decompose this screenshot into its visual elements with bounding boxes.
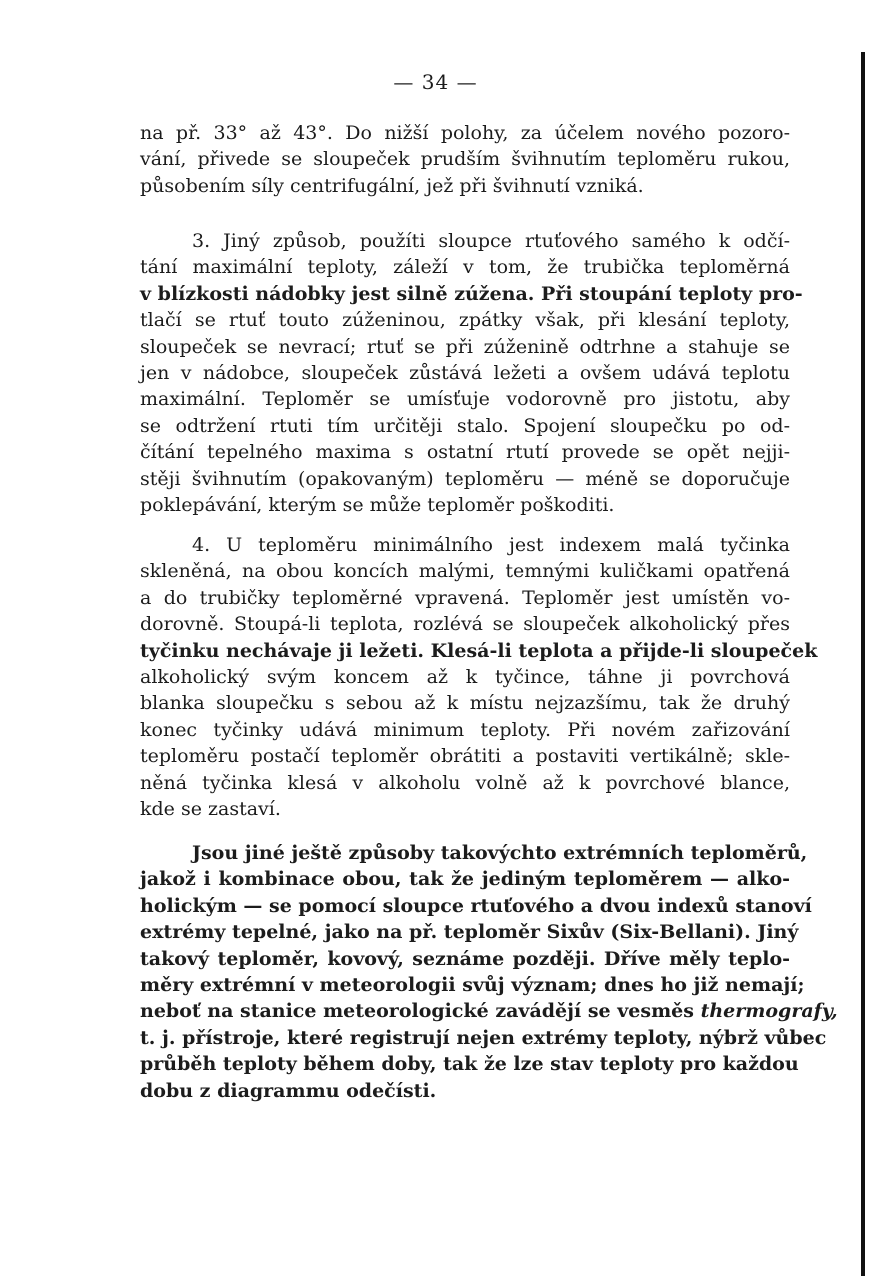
text-line: blanka sloupečku s sebou až k místu nejzazšímu, tak že druhý bbox=[140, 692, 790, 715]
page-number: — 34 — bbox=[393, 70, 478, 94]
text-line: takový teploměr, kovový, seznáme později. Dříve měly teplo- bbox=[140, 947, 790, 970]
emphasis-term: thermografy, bbox=[700, 1000, 838, 1023]
text-line: čítání tepelného maxima s ostatní rtutí provede se opět nejji- bbox=[140, 441, 790, 464]
text-line: maximální. Teploměr se umísťuje vodorovně pro jistotu, aby bbox=[140, 388, 790, 411]
text-line: teploměru postačí teploměr obrátiti a postaviti vertikálně; skle- bbox=[140, 745, 790, 768]
text-line: se odtržení rtuti tím určitěji stalo. Spojení sloupečku po od- bbox=[140, 414, 790, 437]
text-line: jakož i kombinace obou, tak že jediným teploměrem — alko- bbox=[140, 868, 790, 891]
text-line: kde se zastaví. bbox=[140, 797, 281, 820]
text-line: 4. U teploměru minimálního jest indexem malá tyčinka bbox=[192, 534, 790, 556]
text-line: skleněná, na obou koncích malými, temnými kuličkami opatřená bbox=[140, 560, 790, 583]
text-line: vání, přivede se sloupeček prudším švihnutím teploměru rukou, bbox=[140, 148, 790, 171]
text-line: na př. 33° až 43°. Do nižší polohy, za účelem nového pozoro- bbox=[140, 122, 790, 144]
text-line: něná tyčinka klesá v alkoholu volně až k povrchové blance, bbox=[140, 771, 790, 794]
text-line: stěji švihnutím (opakovaným) teploměru — méně se doporučuje bbox=[140, 467, 790, 490]
text-line: t. j. přístroje, které registrují nejen extrémy teploty, nýbrž vůbec bbox=[140, 1026, 827, 1049]
text-line: sloupeček se nevrací; rtuť se při zúženině odtrhne a stahuje se bbox=[140, 335, 790, 358]
text-line: působením síly centrifugální, jež při švihnutí vzniká. bbox=[140, 174, 644, 197]
text-line: poklepávání, kterým se může teploměr poškoditi. bbox=[140, 493, 615, 516]
text-line: v blízkosti nádobky jest silně zúžena. Při stoupání teploty pro- bbox=[140, 282, 803, 305]
text-line: měry extrémní v meteorologii svůj význam; dnes ho již nemají; bbox=[140, 973, 805, 996]
page-edge-shadow bbox=[861, 52, 865, 1276]
paragraph-1 bbox=[140, 120, 790, 199]
paragraph-3 bbox=[140, 532, 818, 822]
text-line: holickým — se pomocí sloupce rtuťového a dvou indexů stanoví bbox=[140, 894, 812, 917]
text-line: průběh teploty během doby, tak že lze stav teploty pro každou bbox=[140, 1053, 799, 1076]
text-line: tyčinku nechávaje ji ležeti. Klesá-li teplota a přijde-li sloupeček bbox=[140, 639, 818, 662]
text-line: dorovně. Stoupá-li teplota, rozlévá se sloupeček alkoholický přes bbox=[140, 613, 790, 636]
text-line: a do trubičky teploměrné vpravená. Teploměr jest umístěn vo- bbox=[140, 586, 790, 609]
text-line: tání maximální teploty, záleží v tom, že trubička teploměrná bbox=[140, 256, 790, 279]
text-line-with-emphasis bbox=[140, 998, 838, 1024]
text-line: 3. Jiný způsob, použíti sloupce rtuťového samého k odčí- bbox=[192, 230, 790, 252]
text-line: alkoholický svým koncem až k tyčince, táhne ji povrchová bbox=[140, 665, 790, 688]
text-line: dobu z diagrammu odečísti. bbox=[140, 1079, 437, 1102]
text-line: konec tyčinky udává minimum teploty. Při novém zařizování bbox=[140, 718, 790, 741]
text-line: jen v nádobce, sloupeček zůstává ležeti a ovšem udává teplotu bbox=[140, 361, 790, 384]
paragraph-4 bbox=[140, 840, 838, 1104]
text-line: extrémy tepelné, jako na př. teploměr Sixův (Six-Bellani). Jiný bbox=[140, 921, 799, 944]
paragraph-2 bbox=[140, 228, 803, 518]
text-line: tlačí se rtuť touto zúženinou, zpátky však, při klesání teploty, bbox=[140, 309, 790, 332]
text-line: Jsou jiné ještě způsoby takovýchto extrémních teploměrů, bbox=[192, 842, 808, 864]
text-segment: neboť na stanice meteorologické zavádějí se vesměs bbox=[140, 1000, 694, 1023]
